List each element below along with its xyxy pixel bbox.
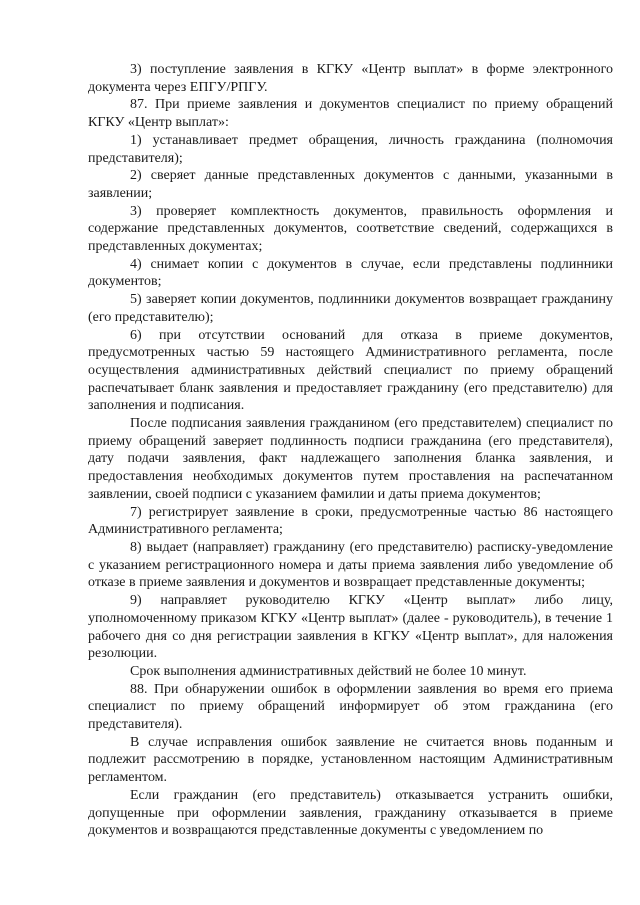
list-item-5: 5) заверяет копии документов, подлинники документов возвращает гражданину (его представителю); <box>88 292 613 325</box>
list-item-8: 8) выдает (направляет) гражданину (его представителю) расписку-уведомление с указанием регистрационного номера и даты приема заявления либо уведомление об отказе в приеме заявления и документов и возвращает представленные документы; <box>88 539 613 591</box>
paragraph-after-signing: После подписания заявления гражданином (его представителем) специалист по приему обращений заверяет подлинность подписи гражданина (его представителя), дату подачи заявления, факт надлежащего заполнения бланка заявления, и предоставления необходимых документов путем проставления на распечатанном заявлении, своей подписи с указанием фамилии и даты приема документов; <box>88 416 613 502</box>
paragraph-88: 88. При обнаружении ошибок в оформлении заявления во время его приема специалист по приему обращений информирует об этом гражданина (его представителя). <box>88 681 613 733</box>
paragraph-refusal: Если гражданин (его представитель) отказывается устранить ошибки, допущенные при оформлении заявления, гражданину отказывается в приеме документов и возвращаются представленные документы с уведомлением по <box>88 787 613 839</box>
list-item-4: 4) снимает копии с документов в случае, если представлены подлинники документов; <box>88 256 613 290</box>
list-item-1: 1) устанавливает предмет обращения, личность гражданина (полномочия представителя); <box>88 132 613 166</box>
document-page <box>88 61 613 840</box>
list-item-6: 6) при отсутствии оснований для отказа в приеме документов, предусмотренных частью 59 настоящего Административного регламента, после осуществления административных действий специалист по приему обращений распечатывает бланк заявления и предоставляет гражданину (его представителю) для заполнения и подписания. <box>88 327 613 414</box>
paragraph-87: 87. При приеме заявления и документов специалист по приему обращений КГКУ «Центр выплат»: <box>88 97 613 131</box>
paragraph-deadline: Срок выполнения административных действий не более 10 минут. <box>130 663 527 679</box>
list-item-2: 2) сверяет данные представленных документов с данными, указанными в заявлении; <box>88 168 613 201</box>
paragraph-1: 3) поступление заявления в КГКУ «Центр выплат» в форме электронного документа через ЕПГУ/РПГУ. <box>88 62 613 95</box>
list-item-9: 9) направляет руководителю КГКУ «Центр выплат» либо лицу, уполномоченному приказом КГКУ «Центр выплат» (далее - руководитель), в течение 1 рабочего дня со дня регистрации заявления в КГКУ «Центр выплат», для наложения резолюции. <box>88 593 613 662</box>
paragraph-correction: В случае исправления ошибок заявление не считается вновь поданным и подлежит рассмотрению в порядке, установленном настоящим Административным регламентом. <box>88 734 613 786</box>
list-item-3: 3) проверяет комплектность документов, правильность оформления и содержание представленных документов, соответствие сведений, содержащихся в представленных документах; <box>88 203 613 255</box>
list-item-7: 7) регистрирует заявление в сроки, предусмотренные частью 86 настоящего Административного регламента; <box>88 504 613 538</box>
